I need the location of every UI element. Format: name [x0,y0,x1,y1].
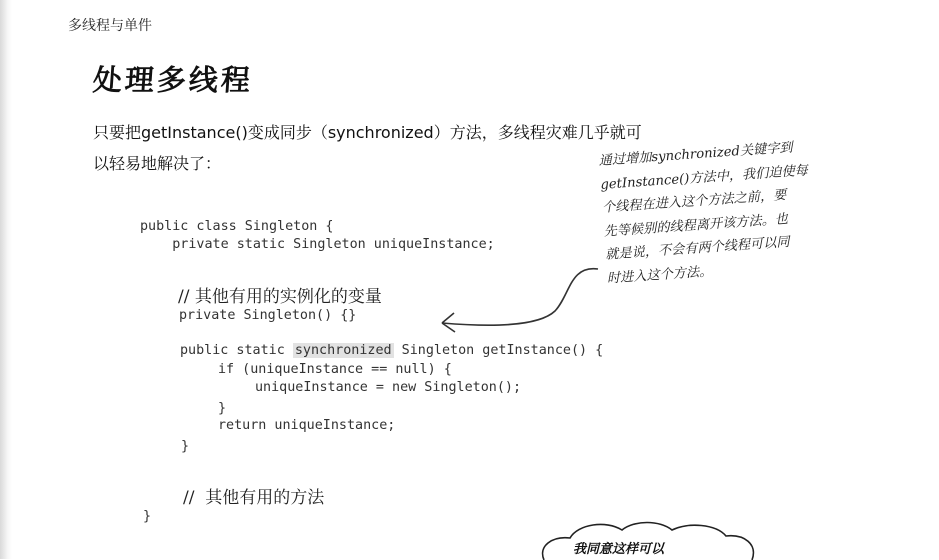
thought-bubble-text: 我同意这样可以 [573,542,665,557]
code-line-if: if (uniqueInstance == null) { [218,362,452,377]
annotation-line: 时进入这个方法。 [606,263,713,287]
annotation-line: getInstance()方法中，我们迫使每 [599,162,809,193]
code-line-return: return uniqueInstance; [218,418,396,433]
code-method-pre: public static [180,343,293,358]
page-edge [0,0,12,559]
body-text-line-2: 以轻易地解决了： [93,154,222,173]
code-line-field: private static Singleton uniqueInstance; [140,237,495,252]
annotation-line: 就是说，不会有两个线程可以同 [604,234,791,263]
annotation-arrow-icon [420,255,610,345]
code-line-method-close: } [181,439,190,454]
annotation-line: 通过增加synchronized关键字到 [598,140,794,169]
annotation-line: 个线程在进入这个方法之前，要 [601,187,787,216]
code-line-constructor: private Singleton() {} [179,308,357,323]
running-head: 多线程与单件 [68,18,152,34]
synchronized-keyword: synchronized [294,343,392,358]
annotation-line: 先等候别的线程离开该方法。也 [603,211,789,240]
code-comment-methods: // 其他有用的方法 [183,488,325,508]
code-line-assign: uniqueInstance = new Singleton(); [255,380,522,395]
body-text-line-1: 只要把getInstance()变成同步（synchronized）方法，多线程灾难几乎就可 [93,123,642,142]
code-line-if-close: } [218,401,227,416]
code-line-class-decl: public class Singleton { [140,219,334,234]
section-title: 处理多线程 [91,63,255,97]
code-method-post: Singleton getInstance() { [393,343,604,358]
code-comment-variables: // 其他有用的实例化的变量 [178,287,382,307]
code-line-class-close: } [143,509,152,524]
handwritten-annotation [598,132,867,291]
